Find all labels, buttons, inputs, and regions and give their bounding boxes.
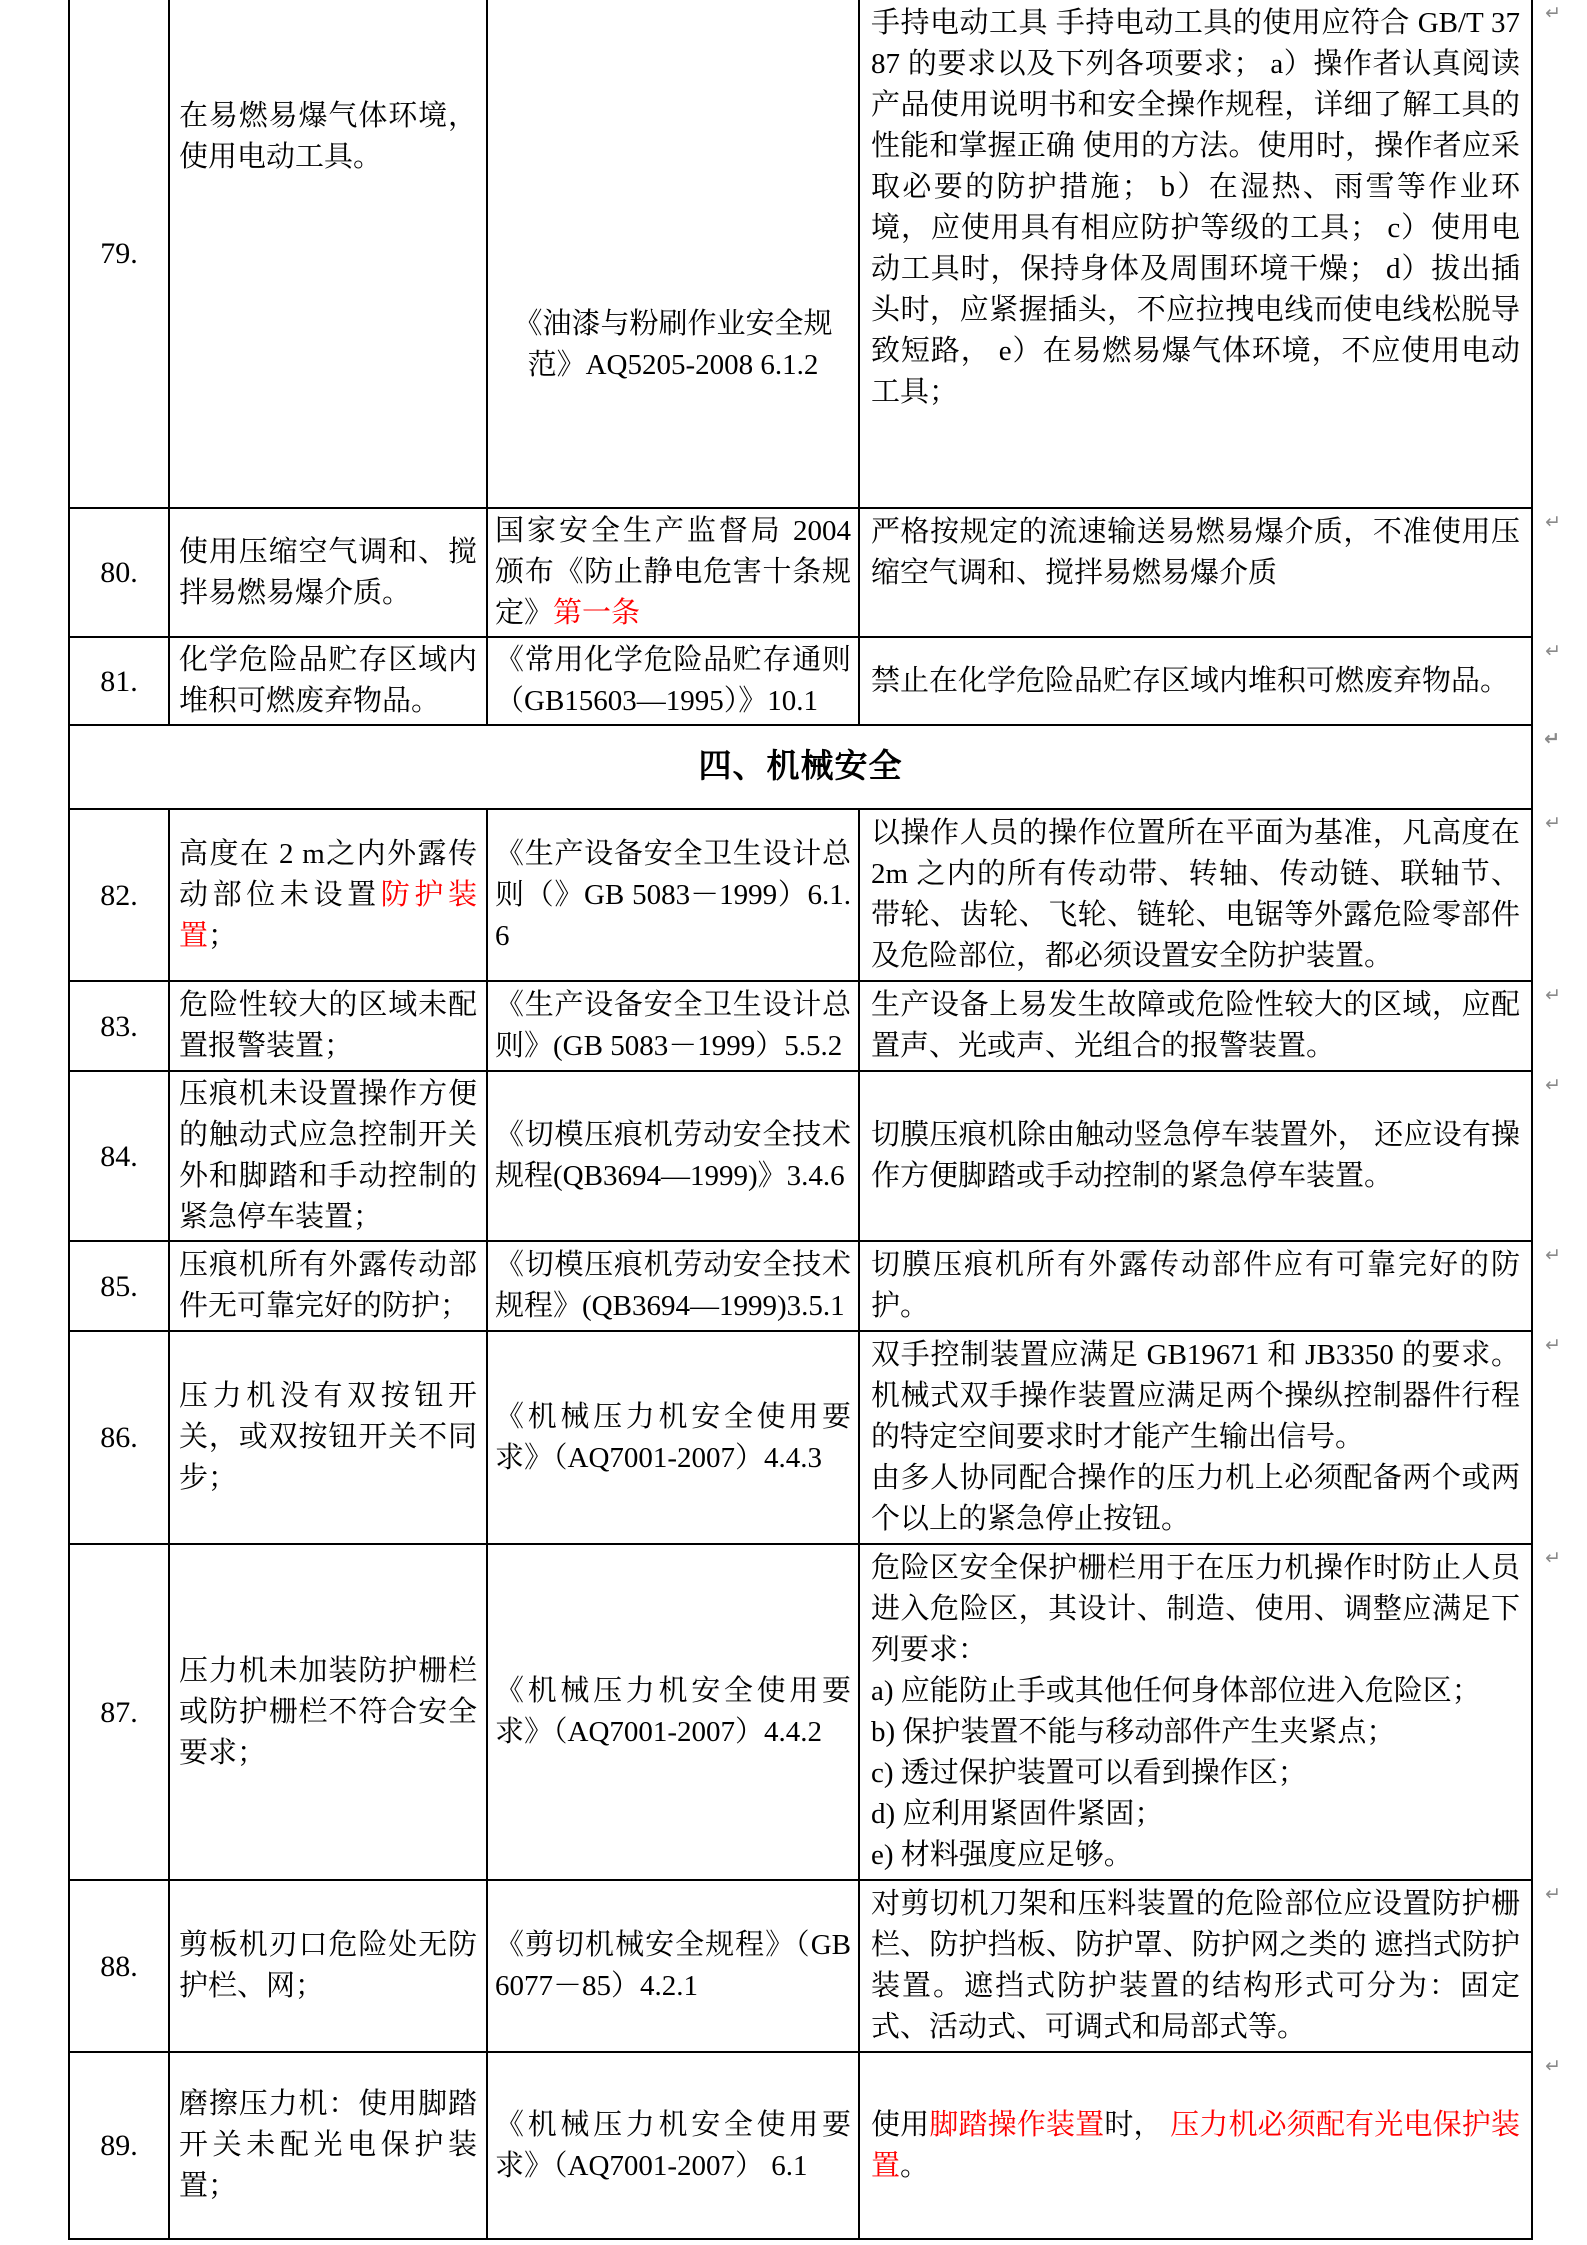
table-row [69, 637, 1532, 725]
paragraph-mark-icon: ↵ [1545, 640, 1561, 662]
regulation-basis-cell [487, 981, 859, 1071]
requirement-paragraph [871, 985, 1520, 1067]
paragraph-mark-icon: ↵ [1545, 984, 1561, 1006]
issue-cell [169, 981, 487, 1071]
section-header-row [69, 725, 1532, 809]
section-header-cell [69, 725, 1561, 809]
issue-cell [169, 1880, 487, 2052]
regulation-basis-cell [487, 2052, 859, 2239]
row-number-cell: 79. [69, 0, 169, 508]
row-number-cell: 88. [69, 1880, 169, 2052]
text-segment: 《生产设备安全卫生设计总则（》GB 5083－1999）6.1.6 [495, 837, 851, 952]
red-highlight-text: 脚踏操作装置 [929, 2108, 1105, 2141]
table-row [69, 508, 1532, 637]
text-segment: e) 材料强度应足够。 [871, 1839, 1133, 1871]
text-segment: 压力机未加装防护栅栏或防护栅栏不符合安全要求； [179, 1654, 477, 1769]
issue-cell [169, 1071, 487, 1241]
table-row [69, 981, 1532, 1071]
requirement-cell [859, 809, 1561, 981]
text-segment: 使用 [871, 2108, 930, 2141]
text-segment: 剪板机刃口危险处无防护栏、网； [179, 1929, 477, 2002]
requirement-cell [859, 637, 1561, 725]
table-row [69, 1544, 1532, 1880]
row-number-cell: 85. [69, 1241, 169, 1331]
requirement-cell [859, 1331, 1561, 1544]
issue-cell [169, 1241, 487, 1331]
text-segment: a) 应能防止手或其他任何身体部位进入危险区； [871, 1675, 1481, 1707]
requirement-cell [859, 1071, 1561, 1241]
requirement-paragraph [871, 3, 1520, 413]
requirement-paragraph [871, 1753, 1520, 1794]
paragraph-mark-icon: ↵ [1545, 1883, 1561, 1905]
regulation-basis-cell [487, 1880, 859, 2052]
table-row [69, 1880, 1532, 2052]
regulation-basis-cell [487, 0, 859, 508]
paragraph-mark-icon: ↵ [1545, 1334, 1561, 1356]
requirement-cell [859, 1241, 1561, 1331]
requirement-paragraph [871, 1245, 1520, 1327]
text-segment: 切膜压痕机除由触动竖急停车装置外， 还应设有操作方便脚踏或手动控制的紧急停车装置。 [871, 1119, 1520, 1192]
requirement-paragraph [871, 1548, 1520, 1671]
requirement-cell [859, 981, 1561, 1071]
text-segment: 危险性较大的区域未配置报警装置； [179, 989, 477, 1062]
red-highlight-text: 第一条 [553, 597, 641, 629]
table-row [69, 1331, 1532, 1544]
row-number-cell: 80. [69, 508, 169, 637]
text-segment: 严格按规定的流速输送易燃易爆介质，不准使用压缩空气调和、搅拌易燃易爆介质 [871, 516, 1520, 589]
issue-cell [169, 809, 487, 981]
row-number-cell: 82. [69, 809, 169, 981]
requirement-cell [859, 1880, 1561, 2052]
requirement-paragraph [871, 1835, 1520, 1876]
safety-inspection-table [68, 0, 1561, 2240]
regulation-basis-cell [487, 637, 859, 725]
requirement-paragraph [871, 1884, 1520, 2048]
issue-cell [169, 1331, 487, 1544]
table-row [69, 809, 1532, 981]
requirement-paragraph [871, 813, 1520, 977]
text-segment: 危险区安全保护栅栏用于在压力机操作时防止人员进入危险区，其设计、制造、使用、调整应满足下列要求： [871, 1552, 1520, 1666]
text-segment: 《机械压力机安全使用要求》（AQ7001-2007） 6.1 [495, 2108, 851, 2182]
text-segment: b) 保护装置不能与移动部件产生夹紧点； [871, 1716, 1396, 1748]
issue-cell [169, 1544, 487, 1880]
paragraph-mark-icon: ↵ [1545, 2, 1561, 24]
requirement-paragraph [871, 2105, 1520, 2187]
regulation-basis-cell [487, 809, 859, 981]
text-segment: c) 透过保护装置可以看到操作区； [871, 1757, 1307, 1789]
text-segment: 在易燃易爆气体环境，使用电动工具。 [179, 100, 477, 173]
row-number-cell: 84. [69, 1071, 169, 1241]
paragraph-mark-icon: ↵ [1544, 728, 1561, 750]
red-highlight-text: 压力机必须配有光电保护装置 [871, 2108, 1520, 2182]
paragraph-mark-icon: ↵ [1545, 1547, 1561, 1569]
table-row [69, 1241, 1532, 1331]
text-segment: 高度在 2 m之内外露传动部位未设置 [179, 837, 477, 911]
requirement-paragraph [871, 1115, 1520, 1197]
requirement-paragraph [871, 661, 1520, 702]
requirement-paragraph [871, 1794, 1520, 1835]
text-segment: 《机械压力机安全使用要求》（AQ7001-2007）4.4.2 [495, 1675, 851, 1748]
requirement-cell [859, 0, 1561, 508]
text-segment: 切膜压痕机所有外露传动部件应有可靠完好的防护。 [871, 1249, 1520, 1322]
text-segment: 手持电动工具 手持电动工具的使用应符合 GB/T 3787 的要求以及下列各项要求； a）操作者认真阅读产品使用说明书和安全操作规程，详细了解工具的性能和掌握正确 使用的方法。使用时，操作者应采取必要的防护措施； b）在湿热、雨雪等作业环境，应使用具有相应防护等级的工具； c）使用电动工具时，保持身体及周围环境干燥； d）拔出插头时，应紧握插头，不应拉拽电线而使电线松脱导致短路， e）在易燃易爆气体环境，不应使用电动工具； [871, 7, 1520, 408]
requirement-paragraph [871, 1712, 1520, 1753]
red-highlight-text: 防护装置 [179, 878, 477, 952]
text-segment: 由多人协同配合操作的压力机上必须配备两个或两个以上的紧急停止按钮。 [871, 1462, 1520, 1535]
issue-cell [169, 637, 487, 725]
paragraph-mark-icon: ↵ [1545, 1244, 1561, 1266]
requirement-paragraph [871, 1458, 1520, 1540]
row-number-cell: 89. [69, 2052, 169, 2239]
issue-cell [169, 0, 487, 508]
text-segment: 生产设备上易发生故障或危险性较大的区域，应配置声、光或声、光组合的报警装置。 [871, 989, 1520, 1062]
text-segment: 禁止在化学危险品贮存区域内堆积可燃废弃物品。 [871, 664, 1510, 697]
row-number-cell: 87. [69, 1544, 169, 1880]
text-segment: d) 应利用紧固件紧固； [871, 1798, 1164, 1830]
table-row [69, 1071, 1532, 1241]
requirement-paragraph [871, 1335, 1520, 1458]
regulation-basis-cell [487, 1331, 859, 1544]
text-segment: 。 [900, 2149, 930, 2182]
table-row [69, 2052, 1532, 2239]
text-segment: ； [208, 919, 238, 952]
requirement-cell [859, 508, 1561, 637]
text-segment: 化学危险品贮存区域内堆积可燃废弃物品。 [179, 644, 477, 717]
text-segment: 《剪切机械安全规程》（GB6077－85）4.2.1 [495, 1929, 851, 2002]
text-segment: 以操作人员的操作位置所在平面为基准，凡高度在 2m 之内的所有传动带、转轴、传动链、联轴节、带轮、齿轮、飞轮、链轮、电锯等外露危险零部件及危险部位，都必须设置安全防护装置。 [871, 817, 1520, 972]
text-segment: 压痕机未设置操作方便的触动式应急控制开关外和脚踏和手动控制的紧急停车装置； [179, 1078, 477, 1233]
paragraph-mark-icon: ↵ [1545, 511, 1561, 533]
regulation-basis-cell [487, 1071, 859, 1241]
regulation-basis-cell [487, 1544, 859, 1880]
issue-cell [169, 508, 487, 637]
regulation-basis-cell [487, 1241, 859, 1331]
issue-cell [169, 2052, 487, 2239]
text-segment: 《油漆与粉刷作业安全规范》AQ5205-2008 6.1.2 [513, 308, 833, 381]
paragraph-mark-icon: ↵ [1545, 812, 1561, 834]
requirement-cell [859, 2052, 1561, 2239]
paragraph-mark-icon: ↵ [1545, 2055, 1561, 2077]
paragraph-mark-icon: ↵ [1545, 1074, 1561, 1096]
text-segment: 《机械压力机安全使用要求》（AQ7001-2007）4.4.3 [495, 1400, 851, 1474]
requirement-cell [859, 1544, 1561, 1880]
text-segment: 《生产设备安全卫生设计总则》(GB 5083－1999）5.5.2 [495, 989, 851, 1062]
requirement-paragraph [871, 512, 1520, 594]
text-segment: 压力机没有双按钮开关，或双按钮开关不同步； [179, 1380, 477, 1494]
text-segment: 磨擦压力机：使用脚踏开关未配光电保护装置； [179, 2088, 477, 2202]
requirement-paragraph [871, 1671, 1520, 1712]
regulation-basis-cell [487, 508, 859, 637]
row-number-cell: 81. [69, 637, 169, 725]
text-segment: 使用压缩空气调和、搅拌易燃易爆介质。 [179, 535, 477, 609]
text-segment: 时， [1104, 2108, 1171, 2141]
text-segment: 《常用化学危险品贮存通则（GB15603—1995）》10.1 [495, 644, 851, 717]
text-segment: 双手控制装置应满足 GB19671 和 JB3350 的要求。机械式双手操作装置应满足两个操纵控制器件行程的特定空间要求时才能产生输出信号。 [871, 1339, 1520, 1453]
table-row [69, 0, 1532, 508]
text-segment: 对剪切机刀架和压料装置的危险部位应设置防护栅栏、防护挡板、防护罩、防护网之类的 遮挡式防护装置。遮挡式防护装置的结构形式可分为：固定式、活动式、可调式和局部式等。 [871, 1888, 1520, 2043]
section-header-label: 四、机械安全 [698, 748, 903, 785]
row-number-cell: 83. [69, 981, 169, 1071]
text-segment: 压痕机所有外露传动部件无可靠完好的防护； [179, 1249, 477, 1322]
text-segment: 《切模压痕机劳动安全技术规程(QB3694—1999)》3.4.6 [495, 1119, 851, 1192]
text-segment: 国家安全生产监督局 2004 颁布《防止静电危害十条规定》 [495, 515, 851, 629]
text-segment: 《切模压痕机劳动安全技术规程》(QB3694—1999)3.5.1 [495, 1249, 851, 1322]
row-number-cell: 86. [69, 1331, 169, 1544]
